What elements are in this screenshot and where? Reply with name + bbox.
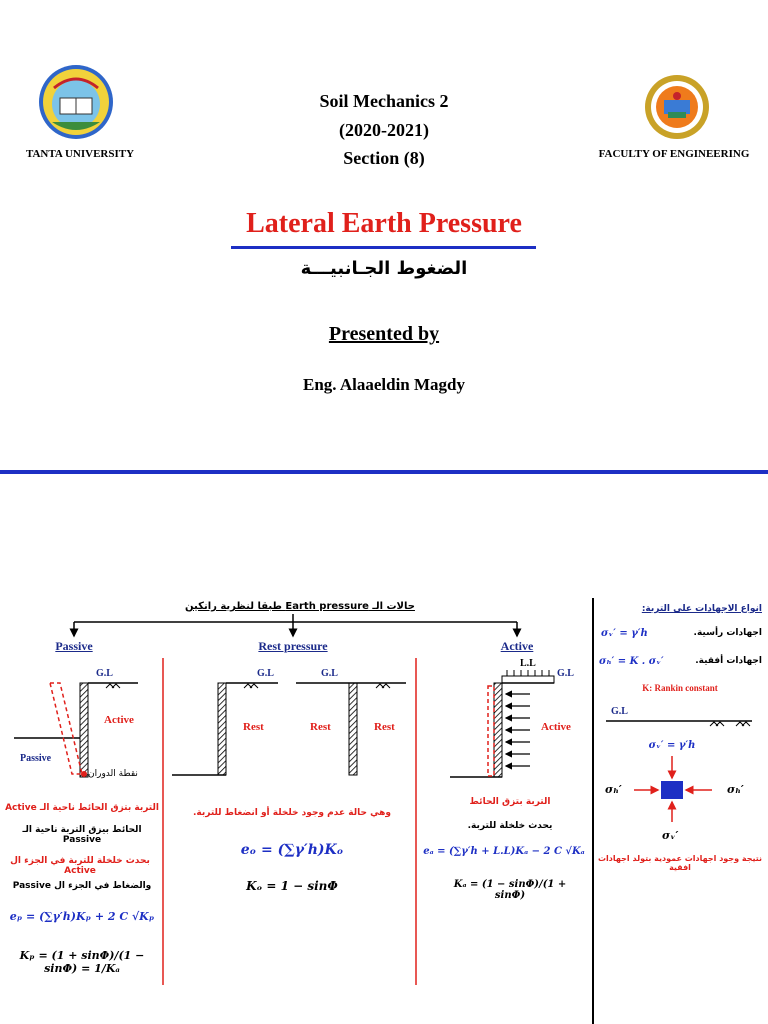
- page-divider: [0, 470, 768, 474]
- active-note-2: يحدث خلخلة للتربة.: [467, 821, 553, 831]
- presented-by: Presented by: [328, 323, 440, 345]
- title-page: [0, 0, 768, 480]
- slide-header: حالات الـ Earth pressure طبقا لنظرية رانكين: [185, 601, 415, 612]
- active-diagram-label: Active: [541, 721, 571, 733]
- vertical-stress-label: اجهادات رأسية.: [693, 628, 762, 638]
- stress-heading: انواع الاجهادات على التربة:: [641, 604, 762, 614]
- case-title-passive: Passive: [55, 639, 93, 653]
- passive-kp-equation: Kₚ = (1 + sinΦ)/(1 − sinΦ) = 1/Kₐ: [19, 949, 145, 975]
- ll-label: L.L: [520, 658, 536, 669]
- rest-label-1: Rest: [243, 721, 264, 733]
- sigma-v-bottom-label: σᵥ′: [662, 829, 679, 842]
- page-title: Lateral Earth Pressure: [246, 208, 522, 239]
- active-note-1: التربة بتزق الحائط: [469, 797, 551, 807]
- active-wall-diagram: [450, 670, 554, 777]
- sigma-v-top-label: σᵥ′ = γ′h: [648, 740, 696, 751]
- active-ea-equation: eₐ = (∑γ′h + L.L)Kₐ − 2 C √Kₐ: [423, 846, 585, 857]
- horizontal-stress-label: اجهادات أفقية.: [695, 656, 762, 666]
- stress-element-diagram: [606, 721, 752, 822]
- case-title-active: Active: [500, 639, 534, 653]
- passive-diagram-active-label: Active: [104, 714, 134, 726]
- left-institution: TANTA UNIVERSITY: [25, 148, 135, 160]
- gl-label-active: G.L: [557, 668, 574, 679]
- case-title-rest: Rest pressure: [258, 639, 328, 653]
- title-underline: [231, 246, 536, 249]
- sigma-h-left-label: σₕ′: [605, 783, 622, 796]
- passive-ep-equation: eₚ = (∑γ′h)Kₚ + 2 C √Kₚ: [9, 910, 155, 923]
- gl-label-rest-1: G.L: [257, 668, 274, 679]
- vertical-stress-eq: σᵥ′ = γ′h: [601, 628, 648, 639]
- gl-label-passive: G.L: [96, 668, 113, 679]
- academic-year: (2020-2021): [339, 120, 429, 140]
- stress-gl-label: G.L: [611, 706, 628, 717]
- rest-note: وهي حالة عدم وجود خلخلة أو انضغاط للتربة.: [192, 808, 392, 818]
- passive-note-2: الحائط بيزق التربة ناحية الـ Passive: [22, 825, 142, 845]
- rest-ko-equation: Kₒ = 1 − sinΦ: [246, 879, 338, 893]
- rest-eo-equation: eₒ = (∑γ′h)Kₒ: [240, 842, 344, 858]
- tanta-university-logo: [38, 64, 114, 145]
- course-name: Soil Mechanics 2: [319, 91, 449, 111]
- active-ka-equation: Kₐ = (1 − sinΦ)/(1 + sinΦ): [453, 879, 567, 901]
- passive-diagram-passive-label: Passive: [20, 753, 52, 764]
- faculty-of-engineering-logo: [644, 74, 710, 145]
- gl-label-rest-2: G.L: [321, 668, 338, 679]
- passive-note-4: والضغاط في الجزء ال Passive: [12, 881, 152, 891]
- section-number: Section (8): [343, 148, 425, 168]
- passive-note-3: بحدث خلخلة للتربة في الجزء ال Active: [10, 856, 150, 876]
- stress-result-note: نتيجة وجود اجهادات عمودية بتولد اجهادات افقية: [597, 854, 762, 872]
- right-institution: FACULTY OF ENGINEERING: [598, 148, 750, 160]
- rest-label-2: Rest: [310, 721, 331, 733]
- pressure-cases-slide: [0, 590, 768, 1024]
- sigma-h-right-label: σₕ′: [727, 783, 744, 796]
- horizontal-stress-eq: σₕ′ = K . σᵥ′: [599, 656, 664, 667]
- arabic-title: الضغوط الجـانبيـــة: [300, 258, 468, 279]
- rotation-point-label: نقطة الدوران: [88, 769, 138, 779]
- rest-wall-diagram: [172, 683, 406, 775]
- k-constant-note: K: Rankin constant: [642, 683, 718, 693]
- presenter-name: Eng. Alaaeldin Magdy: [302, 375, 465, 394]
- rest-label-3: Rest: [374, 721, 395, 733]
- passive-note-1: التربة بتزق الحائط ناحية الـ Active: [5, 803, 159, 813]
